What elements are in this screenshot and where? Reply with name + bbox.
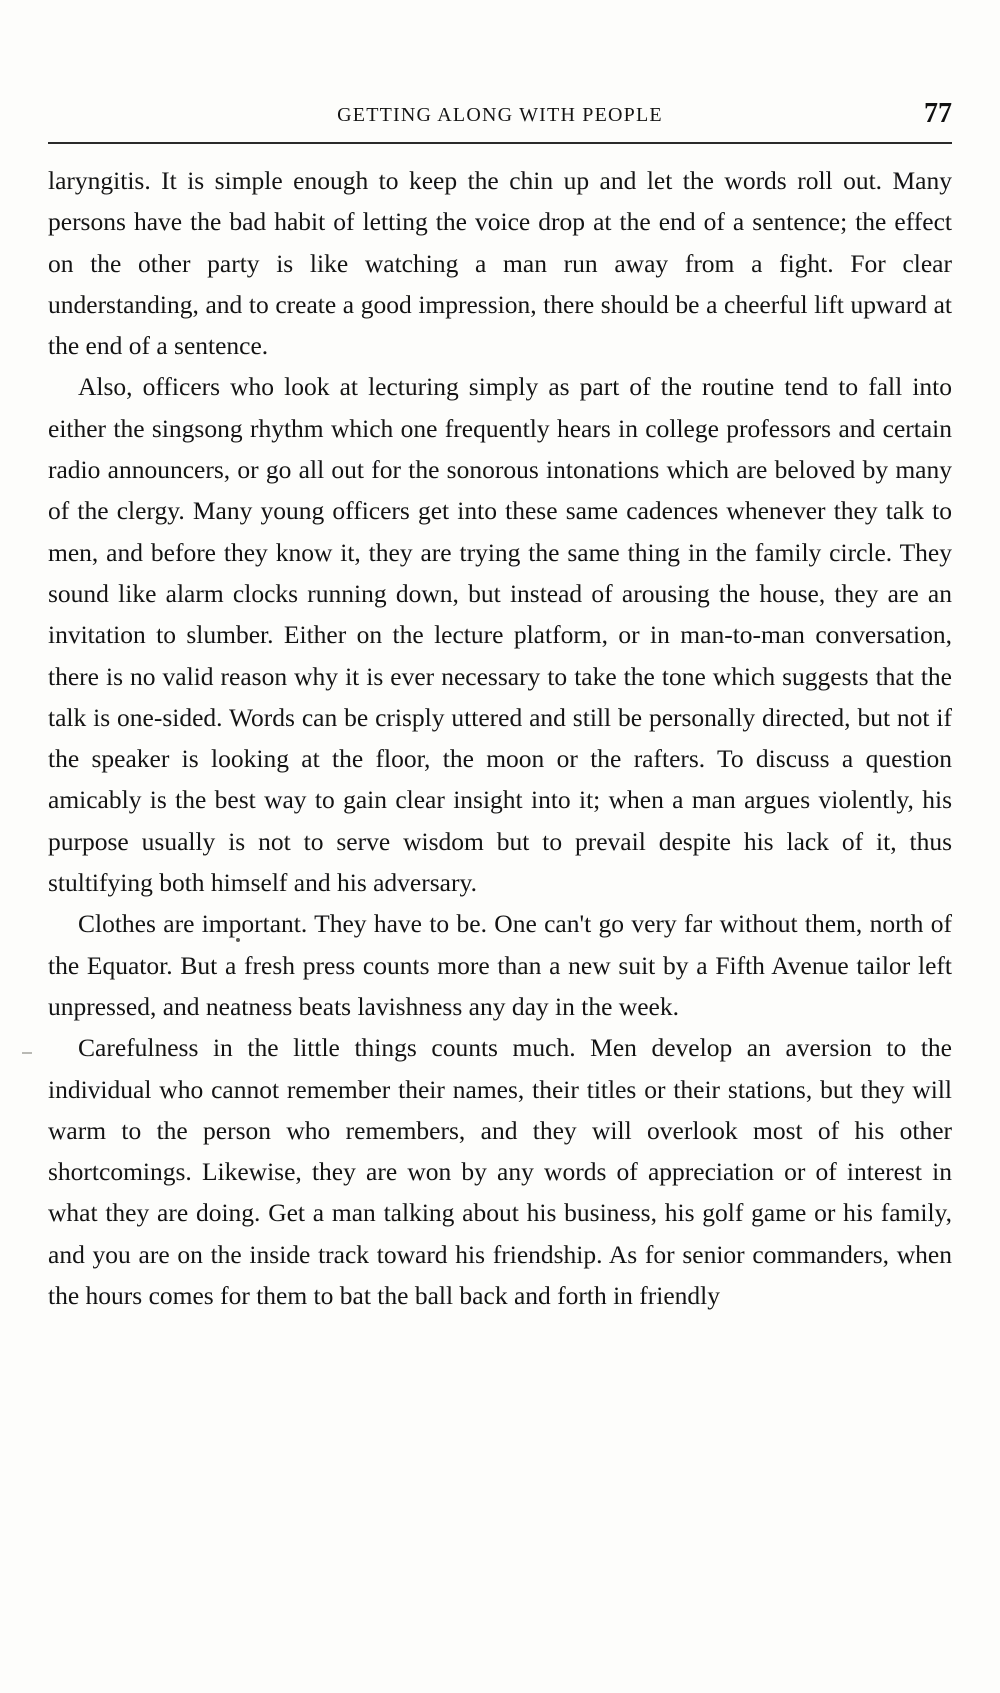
- running-head: GETTING ALONG WITH PEOPLE: [337, 104, 663, 126]
- paragraph: Clothes are important. They have to be. One can't go very far without them, north of the Equator. But a fresh press counts more than a new suit by a Fifth Avenue tailor left unpressed, and neatness beats lavishness any day in the week.: [48, 909, 952, 1021]
- page-number: 77: [924, 98, 952, 129]
- paragraph: laryngitis. It is simple enough to keep the chin up and let the words roll out. Many persons have the bad habit of letting the voice drop at the end of a sentence; the effect on the other party is like watching a man run away from a fight. For clear understanding, and to create a good impression, there should be a cheerful lift upward at the end of a sentence.: [48, 166, 952, 361]
- page-header: [48, 98, 952, 138]
- body-text: [48, 160, 952, 1316]
- ink-speck: [236, 938, 240, 942]
- paragraph: Also, officers who look at lecturing simply as part of the routine tend to fall into either the singsong rhythm which one frequently hears in college professors and certain radio announcers, or go all out for the sonorous intonations which are beloved by many of the clergy. Many young officers get into these same cadences whenever they talk to men, and before they know it, they are trying the same thing in the family circle. They sound like alarm clocks running down, but instead of arousing the house, they are an invitation to slumber. Either on the lecture platform, or in man-to-man conversation, there is no valid reason why it is ever necessary to take the tone which suggests that the talk is one-sided. Words can be crisply uttered and still be personally directed, but not if the speaker is looking at the floor, the moon or the rafters. To discuss a question amicably is the best way to gain clear insight into it; when a man argues violently, his purpose usually is not to serve wisdom but to prevail despite his lack of it, thus stultifying both himself and his adversary.: [48, 372, 952, 898]
- paragraph: Carefulness in the little things counts much. Men develop an aversion to the individual who cannot remember their names, their titles or their stations, but they will warm to the person who remembers, and they will overlook most of his other shortcomings. Likewise, they are won by any words of appreciation or of interest in what they are doing. Get a man talking about his business, his golf game or his family, and you are on the inside track toward his friendship. As for senior commanders, when the hours comes for them to bat the ball back and forth in friendly: [48, 1033, 952, 1311]
- header-rule: [48, 142, 952, 144]
- margin-speck: [22, 1052, 32, 1054]
